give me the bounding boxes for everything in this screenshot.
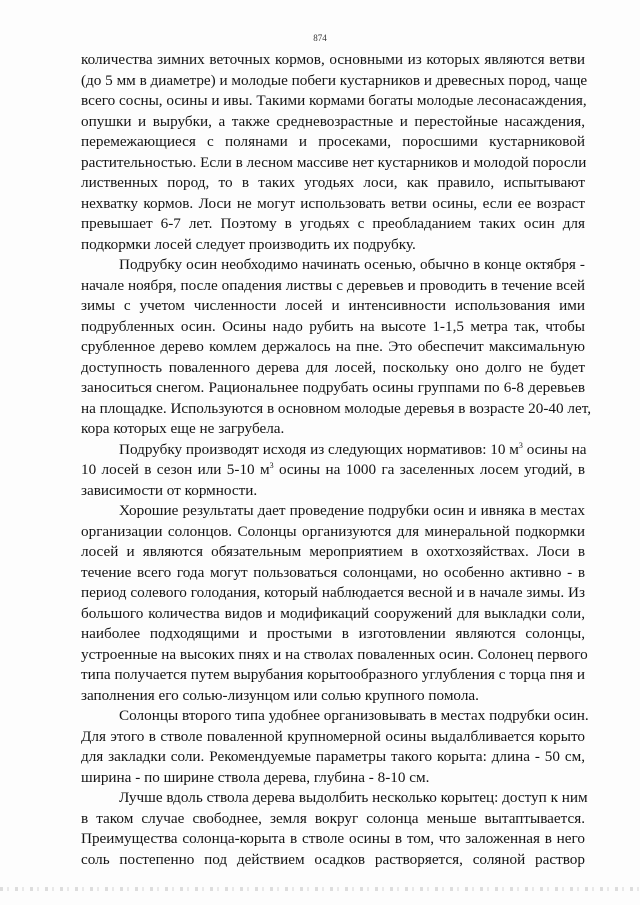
text-line: зависимости от кормности. (81, 481, 258, 499)
paragraph-3 (81, 440, 585, 502)
text-line: растительностью. Если в лесном массиве нет кустарников и молодой поросли (81, 153, 587, 171)
text-line: срубленное дерево комлем держалось на пне. Это обеспечит максимальную (81, 338, 585, 355)
text-line: Для этого в стволе поваленной крупномерной осины выдалбливается корыто (81, 727, 585, 745)
text-line: Лучше вдоль ствола дерева выдолбить несколько корытец: доступ к ним (119, 789, 588, 806)
paragraph-5 (81, 706, 589, 788)
text-line: для закладки соли. Рекомендуемые параметры такого корыта: длина - 50 см, (81, 748, 585, 765)
text-line: лосей и являются обязательным мероприятием в охотхозяйствах. Лоси в (81, 543, 585, 560)
text-line: доступность поваленного дерева для лосей, поскольку оно долго не будет (81, 358, 585, 376)
norm-text: осины на 1000 га заселенных лосем угодий, в (273, 461, 585, 478)
text-line: заполнения его солью-лизунцом или солью крупного помола. (81, 686, 479, 704)
page-number: 874 (313, 33, 327, 43)
superscript: 3 (269, 460, 274, 470)
scan-artifact-strip (0, 887, 640, 891)
text-line: начале ноября, после опадения листвы с деревьев и проводить в течение всей (81, 276, 585, 294)
text-line: типа получается путем вырубания корытообразного углубления с торца пня и (81, 666, 585, 683)
paragraph-4 (81, 501, 588, 706)
text-line: опушки и вырубки, а также средневозрастные и перестойные насаждения, (81, 112, 585, 130)
text-line: зимы с учетом численности лосей и интенсивности использования ими (81, 297, 585, 314)
text-line: Хорошие результаты дает проведение подрубки осин и ивняка в местах (119, 502, 585, 519)
paragraph-1 (81, 50, 588, 255)
text-line: перемежающиеся с полянами и просеками, поросшими кустарниковой (81, 133, 585, 150)
text-line: устроенные на высоких пнях и на стволах поваленных осин. Солонец первого (81, 645, 588, 663)
text-line (81, 440, 585, 461)
text-line: в таком случае свободнее, земля вокруг солонца меньше вытаптывается. (81, 809, 585, 827)
paragraph-6 (81, 788, 588, 870)
text-line: всего сосны, осины и ивы. Такими кормами богаты молодые лесонасаждения, (81, 92, 587, 109)
text-line: Подрубку осин необходимо начинать осенью, обычно в конце октября - (119, 256, 585, 273)
norm-text: осины на (522, 440, 587, 458)
text-line: подрубленных осин. Осины надо рубить на высоте 1-1,5 метра так, чтобы (81, 317, 585, 335)
text-line (81, 460, 585, 481)
text-line: подкормки лосей следует производить их подрубку. (81, 235, 416, 253)
text-line: нехватку кормов. Лоси не могут использовать ветви осины, если ее возраст (81, 194, 585, 212)
text-line: Солонцы второго типа удобнее организовывать в местах подрубки осин. (119, 707, 589, 724)
text-line: организации солонцов. Солонцы организуются для минеральной подкормки (81, 522, 585, 540)
text-line: кора которых еще не загрубела. (81, 420, 285, 437)
text-line: превышает 6-7 лет. Поэтому в угодьях с преобладанием таких осин для (81, 215, 585, 232)
text-line: количества зимних веточных кормов, основными из которых являются ветви (81, 51, 585, 68)
norm-text: Подрубку производят исходя из следующих нормативов: 10 м (119, 440, 519, 458)
text-line: течение всего года могут пользоваться солонцами, но особенно активно - в (81, 563, 585, 581)
text-line: лиственных пород, то в таких угодьях лоси, как правило, испытывают (81, 174, 585, 191)
paragraph-2 (81, 255, 591, 440)
superscript: 3 (518, 440, 523, 450)
text-line: период солевого голодания, который наблюдается весной и в начале зимы. Из (81, 584, 585, 601)
text-line: Преимущества солонца-корыта в стволе осины в том, что заложенная в него (81, 830, 585, 847)
text-line: (до 5 мм в диаметре) и молодые побеги кустарников и древесных пород, чаще (81, 71, 588, 89)
body-text (81, 50, 591, 870)
text-line: на площадке. Используются в основном молодые деревья в возрасте 20-40 лет, (81, 399, 591, 417)
text-line: заноситься снегом. Рациональнее подрубать осины группами по 6-8 деревьев (81, 379, 585, 396)
text-line: наиболее подходящими и простыми в изготовлении являются солонцы, (81, 625, 585, 642)
text-line: ширина - по ширине ствола дерева, глубина - 8-10 см. (81, 768, 430, 786)
text-line: большого количества видов и модификаций сооружений для выкладки соли, (81, 604, 585, 622)
norm-text: 10 лосей в сезон или 5-10 м (81, 461, 270, 478)
text-line: соль постепенно под действием осадков растворяется, соляной раствор (81, 850, 585, 868)
